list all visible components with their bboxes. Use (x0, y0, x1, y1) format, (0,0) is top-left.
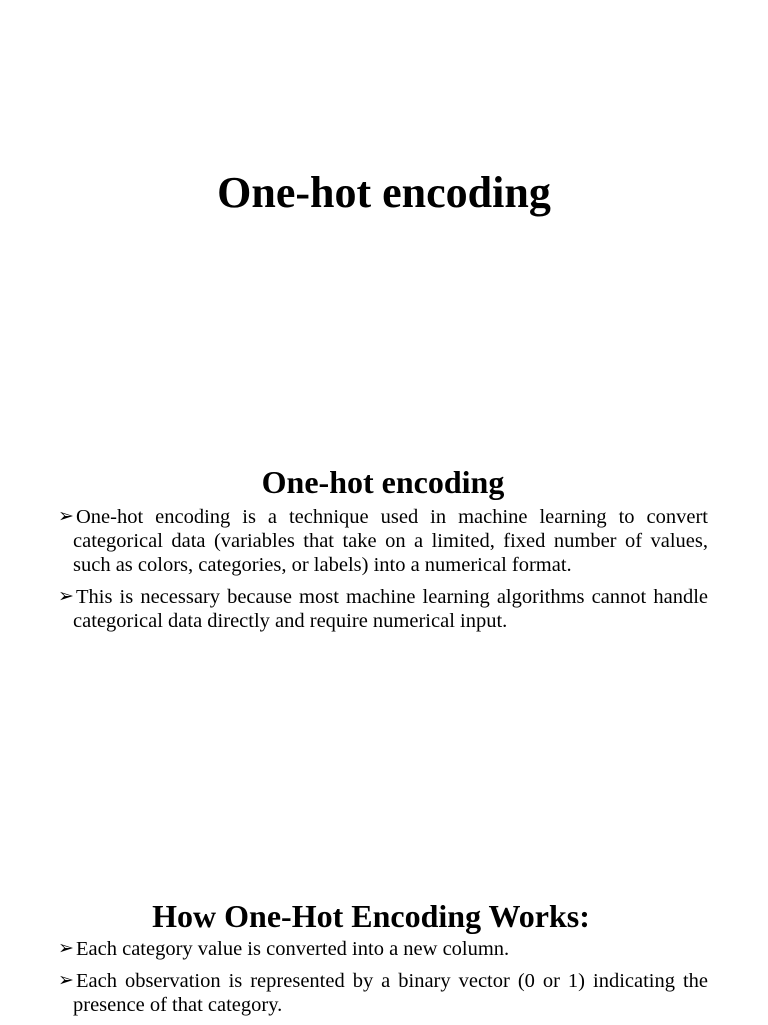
arrowhead-bullet-icon: ➢ (58, 585, 74, 607)
arrowhead-bullet-icon: ➢ (58, 505, 74, 527)
arrowhead-bullet-icon: ➢ (58, 969, 74, 991)
bullet-item (58, 505, 708, 577)
section-definition (58, 462, 708, 641)
bullet-text: One-hot encoding is a technique used in machine learning to convert categorical data (variables that take on a limited, fixed number of values, such as colors, categories, or labels) into a numerical format. (73, 506, 708, 576)
page-title: One-hot encoding (217, 168, 551, 217)
section-how-it-works (58, 896, 708, 1025)
bullet-item (58, 937, 708, 961)
arrowhead-bullet-icon: ➢ (58, 937, 74, 959)
section-heading: How One-Hot Encoding Works: (152, 898, 590, 934)
section-heading: One-hot encoding (261, 464, 505, 500)
bullet-text: Each observation is represented by a binary vector (0 or 1) indicating the presence of that category. (73, 970, 708, 1016)
bullet-list (58, 505, 708, 633)
bullet-item (58, 585, 708, 633)
bullet-item (58, 969, 708, 1017)
bullet-list (58, 937, 708, 1017)
bullet-text: Each category value is converted into a new column. (76, 938, 510, 960)
bullet-text: This is necessary because most machine learning algorithms cannot handle categorical data directly and require numerical input. (73, 586, 708, 632)
